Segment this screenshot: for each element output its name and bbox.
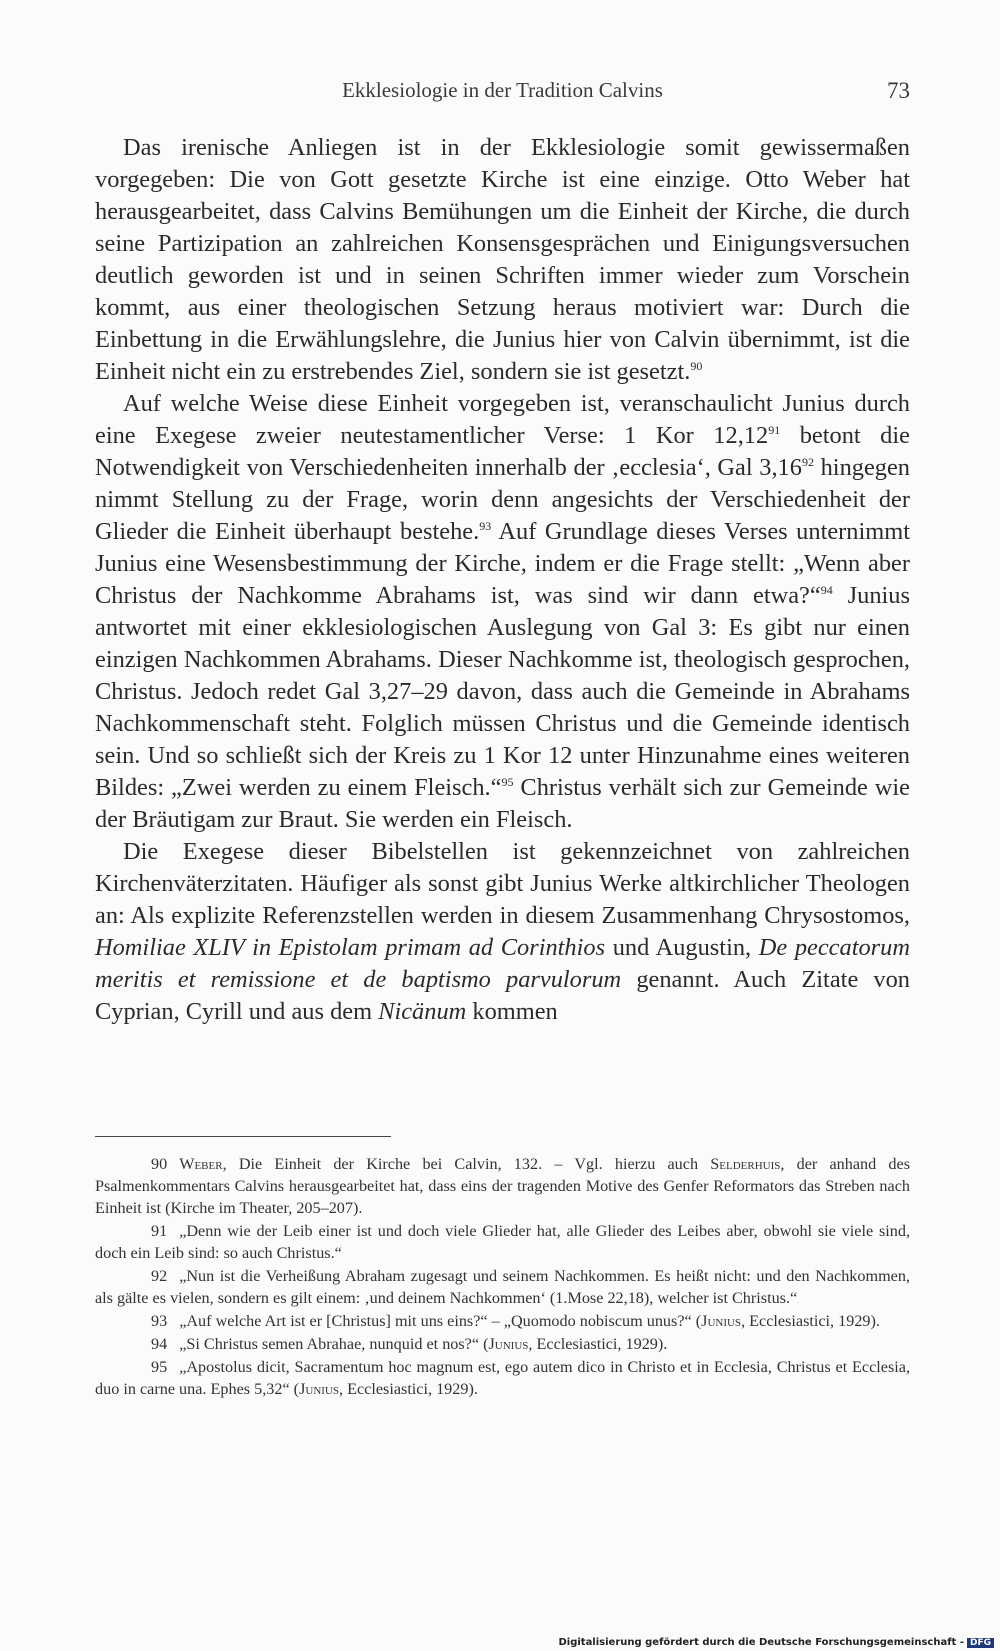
footnote-ref-91[interactable]: 91 — [768, 423, 781, 437]
running-header — [95, 78, 910, 112]
footnote-93: 93 „Auf welche Art ist er [Christus] mit uns eins?“ – „Quomodo nobiscum unus?“ (Junius, Ecclesiastici, 1929). — [151, 1312, 880, 1330]
main-text — [95, 132, 910, 1028]
footnote-ref-90[interactable]: 90 — [690, 359, 703, 373]
footnote-ref-93[interactable]: 93 — [479, 519, 492, 533]
work-title-augustin: De peccatorum meritis et remissione et de baptismo parvulorum — [95, 934, 910, 993]
footnote-94: 94 „Si Christus semen Abrahae, nunquid et nos?“ (Junius, Ecclesiastici, 1929). — [151, 1335, 668, 1353]
paragraph-2: Auf welche Weise diese Einheit vorgegeben ist, veranschaulicht Junius durch eine Exegese zweier neutestamentlicher Verse: 1 Kor 12,12$^{91}$ betont die Notwendigkeit von Verschiedenheiten innerhalb der ‚ecclesia‘, Gal 3,16$^{92}$ hingegen nimmt Stellung zu der Frage, worin denn angesichts der Verschiedenheit der Glieder die Einheit überhaupt bestehe.$^{93}$ Auf Grundlage dieses Verses unternimmt Junius eine Wesensbestimmung der Kirche, indem er die Frage stellt: „Wenn aber Christus der Nachkomme Abrahams ist, was sind wir dann etwa?“$^{94}$ Junius antwortet mit einer ekklesiologischen Auslegung von Gal 3: Es gibt nur einen einzigen Nachkommen Abrahams. Dieser Nachkomme ist, theologisch gesprochen, Christus. Jedoch redet Gal 3,27–29 davon, dass auch die Gemeinde in Abrahams Nachkommenschaft steht. Folglich müssen Christus und die Gemeinde identisch sein. Und so schließt sich der Kreis zu 1 Kor 12 unter Hinzunahme eines weiteren Bildes: „Zwei werden zu einem Fleisch.“$^{95}$ Christus verhält sich zur Gemeinde wie der Bräutigam zur Braut. Sie werden ein Fleisch. — [95, 390, 910, 833]
footnote-divider — [95, 1136, 391, 1137]
footnote-95: 95 „Apostolus dicit, Sacramentum hoc magnum est, ego autem dico in Christo et in Ecclesia, Christus et Ecclesia, duo in carne una. Ephes 5,32“ (Junius, Ecclesiastici, 1929). — [95, 1358, 910, 1398]
paragraph-3: Die Exegese dieser Bibelstellen ist gekennzeichnet von zahlreichen Kirchenväterzitaten. Häufiger als sonst gibt Junius Werke altkirchlicher Theologen an: Als explizite Referenzstellen werden in diesem Zusammenhang Chrysostomos, Homiliae XLIV in Epistolam primam ad Corinthios und Augustin, De peccatorum meritis et remissione et de baptismo parvulorum genannt. Auch Zitate von Cyprian, Cyrill und aus dem Nicänum kommen — [95, 838, 910, 1025]
footnote-ref-94[interactable]: 94 — [820, 583, 833, 597]
work-title-chrysostomos: Homiliae XLIV in Epistolam primam ad Corinthios — [95, 934, 606, 961]
page-number: 73 — [887, 78, 910, 103]
credit-text: Digitalisierung gefördert durch die Deutsche Forschungsgemeinschaft - — [558, 1637, 964, 1648]
running-title: Ekklesiologie in der Tradition Calvins — [342, 78, 663, 102]
footnotes — [95, 1153, 910, 1401]
footnote-ref-92[interactable]: 92 — [801, 455, 814, 469]
footnote-ref-95[interactable]: 95 — [501, 775, 514, 789]
work-title-nicaenum: Nicänum — [378, 998, 467, 1025]
footnote-90: 90 Weber, Die Einheit der Kirche bei Calvin, 132. – Vgl. hierzu auch Selderhuis, der anhand des Psalmenkommentars Calvins herausgearbeitet hat, dass eins der tragenden Motive des Genfer Reformators das Streben nach Einheit ist (Kirche im Theater, 205–207). — [95, 1155, 910, 1217]
footnote-91: 91 „Denn wie der Leib einer ist und doch viele Glieder hat, alle Glieder des Leibes aber, obwohl sie viele sind, doch ein Leib sind: so auch Christus.“ — [95, 1222, 910, 1262]
footnote-92: 92 „Nun ist die Verheißung Abraham zugesagt und seinem Nachkommen. Es heißt nicht: und den Nachkommen, als gälte es vielen, sondern es gilt einem: ‚und deinem Nachkommen‘ (1.Mose 22,18), welcher ist Christus.“ — [95, 1267, 910, 1307]
digitization-credit — [558, 1637, 994, 1648]
dfg-logo: DFG — [967, 1638, 994, 1648]
paragraph-1: Das irenische Anliegen ist in der Ekklesiologie somit gewissermaßen vorgegeben: Die von Gott gesetzte Kirche ist eine einzige. Otto Weber hat herausgearbeitet, dass Calvins Bemühungen um die Einheit der Kirche, die durch seine Partizipation an zahlreichen Konsensgesprächen und Einigungsversuchen deutlich geworden ist und in seinen Schriften immer wieder zum Vorschein kommt, aus einer theologischen Setzung heraus motiviert war: Durch die Einbettung in die Erwählungslehre, die Junius hier von Calvin übernimmt, ist die Einheit nicht ein zu erstrebendes Ziel, sondern sie ist gesetzt.$^{90}$ — [95, 134, 910, 385]
